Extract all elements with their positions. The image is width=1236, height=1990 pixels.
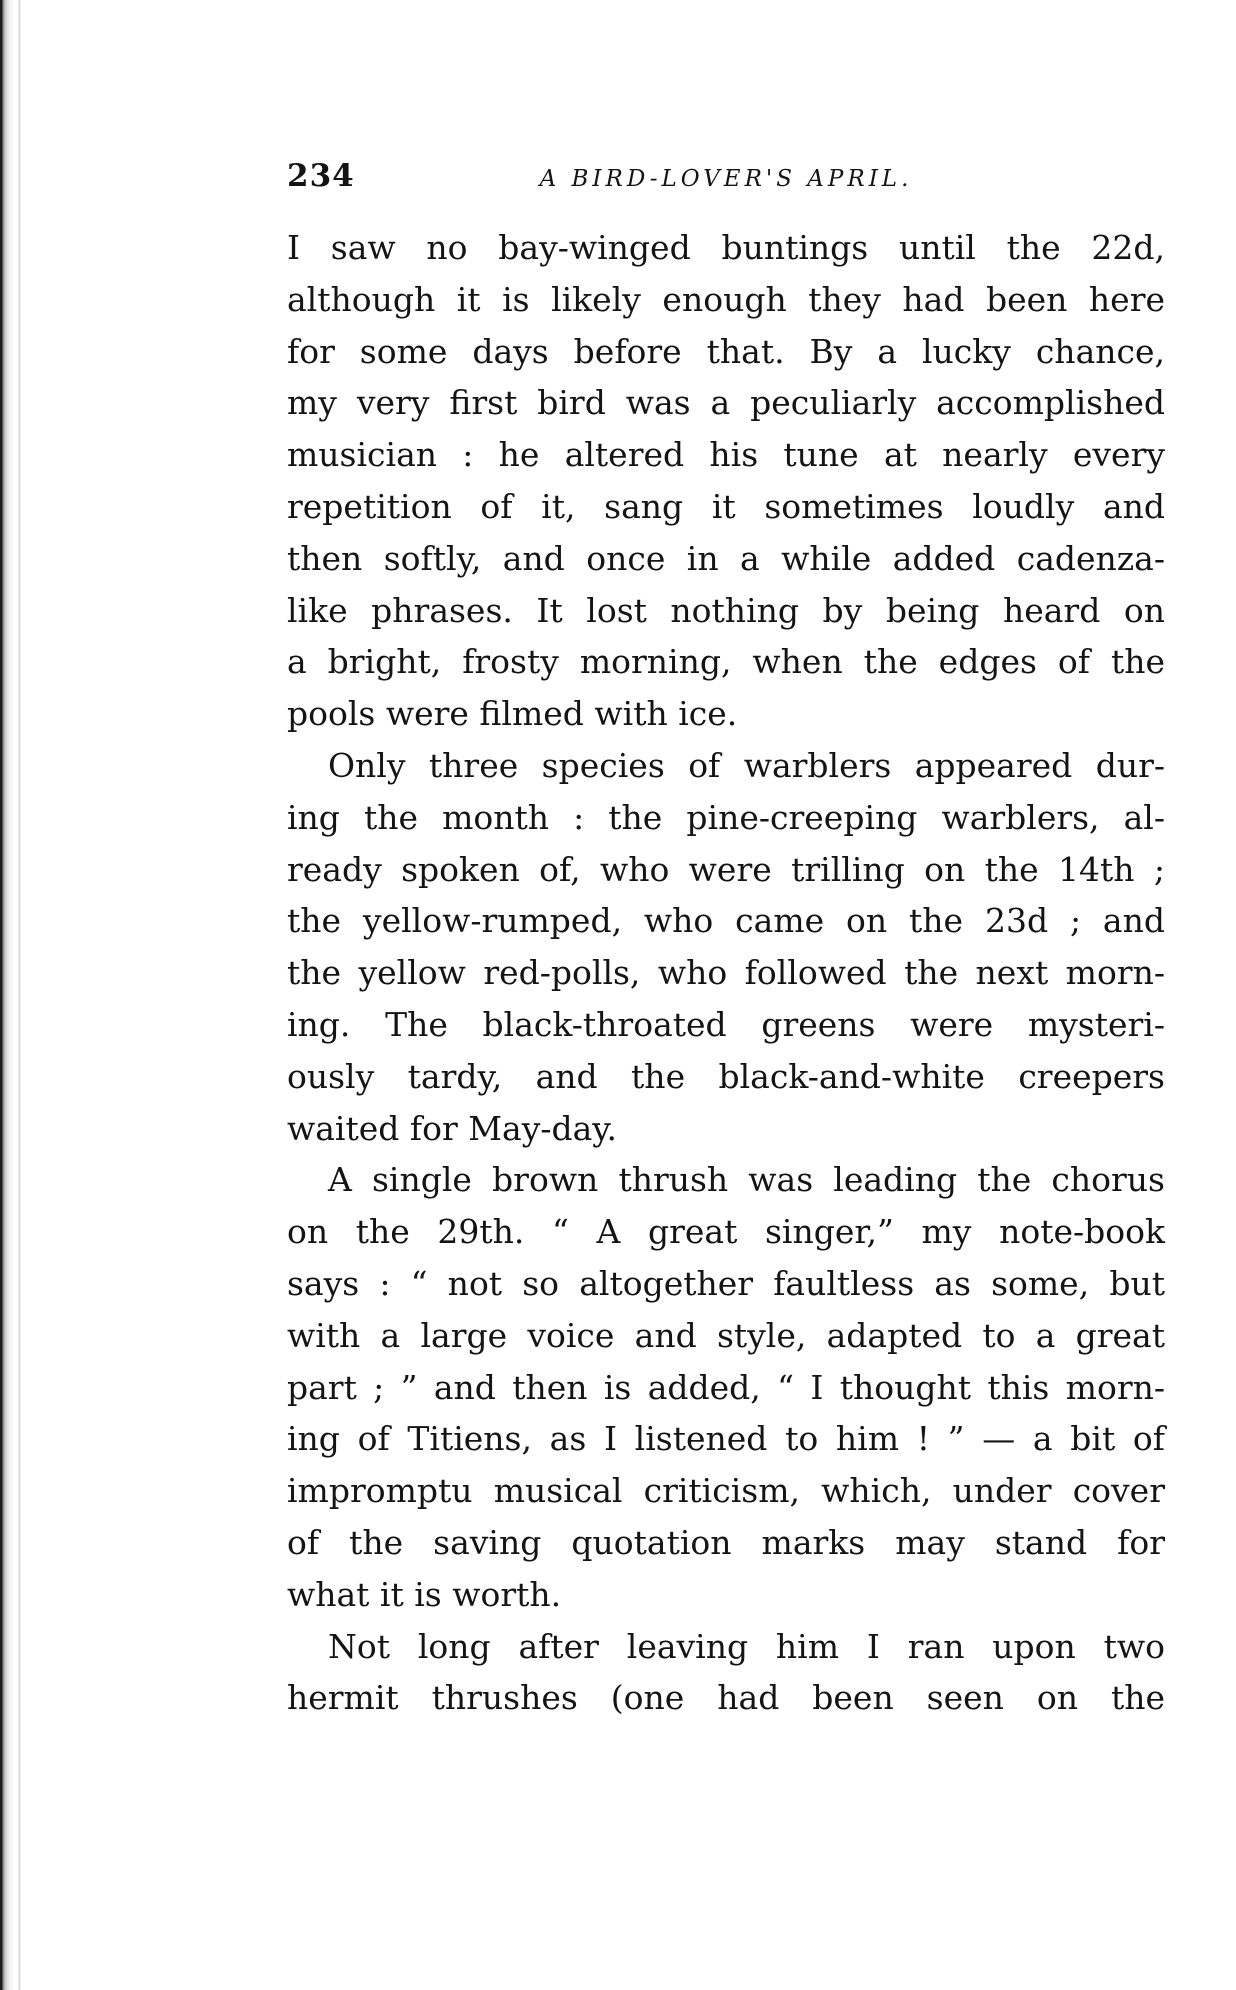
paragraph: [287, 1621, 1165, 1725]
text-line: repetition of it, sang it sometimes loudly and: [287, 486, 1165, 526]
text-line: musician : he altered his tune at nearly every: [287, 435, 1165, 475]
text-line: ing of Titiens, as I listened to him ! ” — a bit of: [287, 1419, 1165, 1459]
running-title: A BIRD-LOVER'S APRIL.: [539, 166, 913, 192]
text-line: for some days before that. By a lucky chance,: [287, 331, 1165, 371]
running-head: [287, 158, 1165, 210]
text-line: I saw no bay-winged buntings until the 22d,: [287, 228, 1165, 267]
text-line: ously tardy, and the black-and-white creepers: [287, 1056, 1165, 1096]
paragraph: [287, 222, 1165, 740]
text-line: ready spoken of, who were trilling on the 14th ;: [287, 849, 1165, 889]
text-line: Only three species of warblers appeared dur-: [328, 745, 1165, 785]
text-line: A single brown thrush was leading the chorus: [328, 1160, 1165, 1200]
text-line: ing the month : the pine-creeping warblers, al-: [287, 797, 1165, 837]
text-line: waited for May-day.: [287, 1108, 618, 1148]
text-line: what it is worth.: [287, 1574, 562, 1614]
text-line: of the saving quotation marks may stand for: [287, 1522, 1165, 1562]
text-line: my very first bird was a peculiarly accomplished: [287, 383, 1165, 423]
text-line: like phrases. It lost nothing by being heard on: [287, 590, 1165, 630]
text-line: ing. The black-throated greens were mysteri-: [287, 1004, 1165, 1044]
text-line: a bright, frosty morning, when the edges of the: [287, 642, 1165, 682]
paragraph: [287, 1154, 1165, 1620]
text-line: part ; ” and then is added, “ I thought this morn-: [287, 1367, 1165, 1407]
paragraph: [287, 740, 1165, 1154]
book-page: [287, 158, 1165, 1724]
text-line: on the 29th. “ A great singer,” my note-book: [287, 1212, 1165, 1252]
text-line: then softly, and once in a while added cadenza-: [287, 538, 1165, 578]
text-line: Not long after leaving him I ran upon two: [328, 1626, 1165, 1666]
text-line: the yellow-rumped, who came on the 23d ; and: [287, 901, 1165, 941]
page-number: 234: [287, 158, 355, 194]
text-line: says : “ not so altogether faultless as some, but: [287, 1263, 1165, 1303]
text-line: although it is likely enough they had been here: [287, 279, 1165, 319]
text-line: with a large voice and style, adapted to a great: [287, 1315, 1165, 1355]
text-line: impromptu musical criticism, which, under cover: [287, 1471, 1165, 1511]
book-gutter: [0, 0, 26, 1990]
body-text: [287, 222, 1165, 1724]
text-line: hermit thrushes (one had been seen on the: [287, 1678, 1165, 1718]
text-line: pools were filmed with ice.: [287, 694, 738, 734]
text-line: the yellow red-polls, who followed the next morn-: [287, 953, 1165, 993]
